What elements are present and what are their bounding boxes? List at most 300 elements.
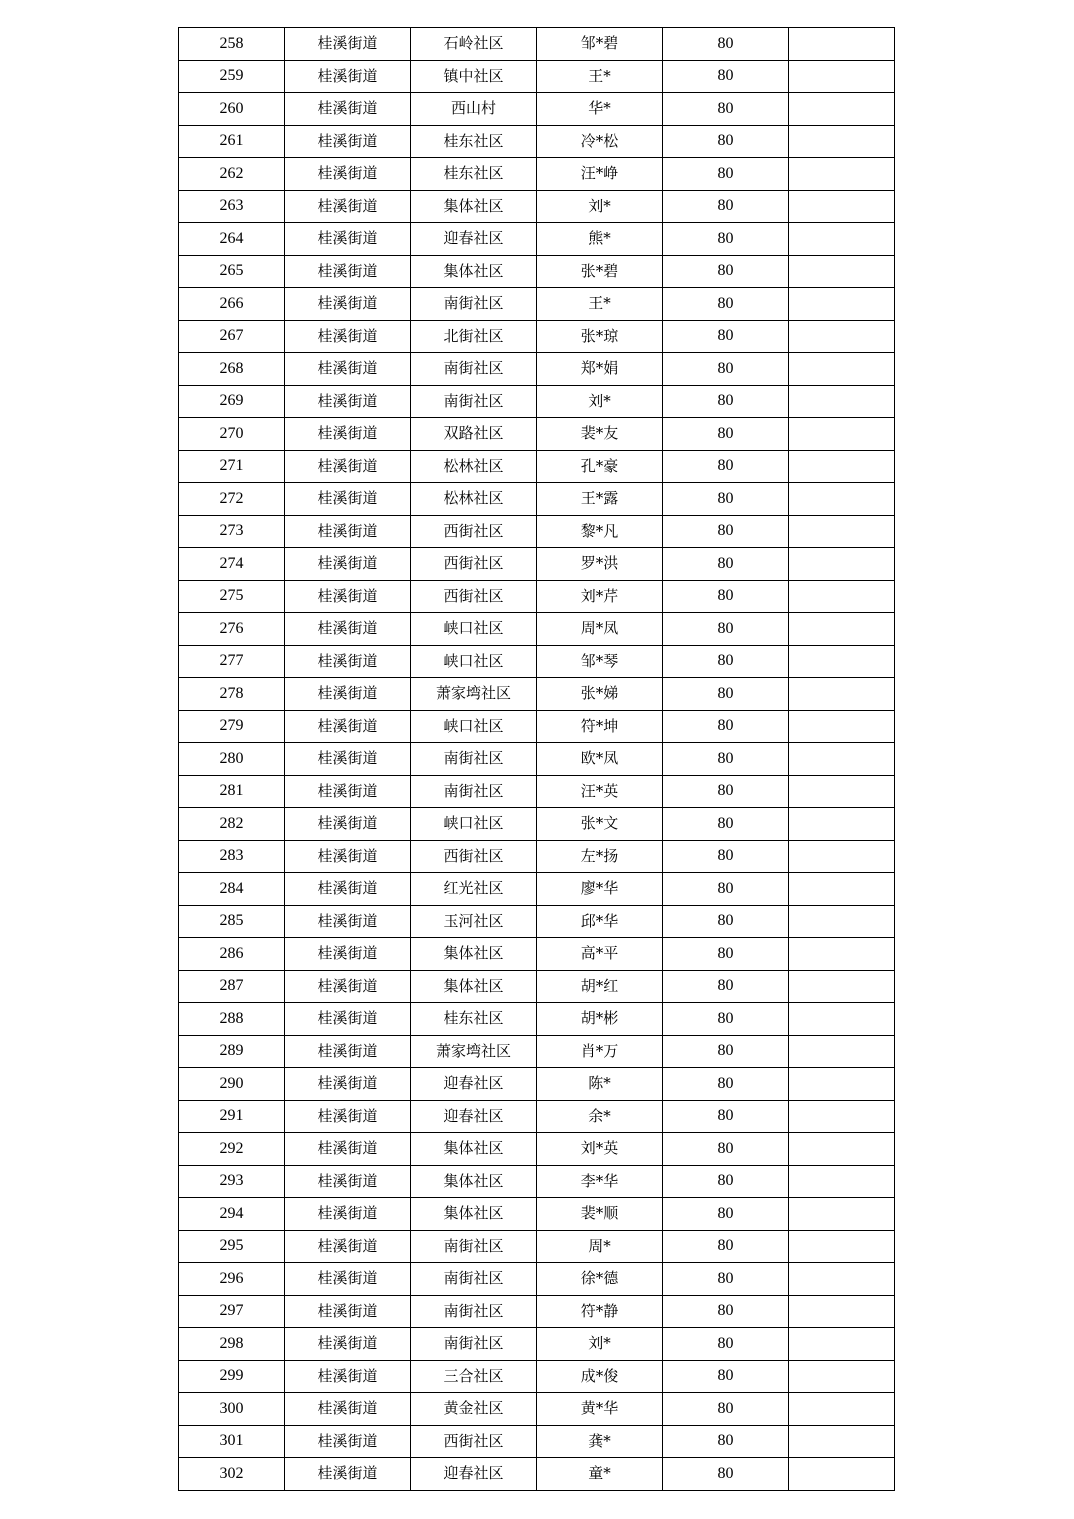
cell-person-name: 周* bbox=[537, 1230, 663, 1263]
cell-street: 桂溪街道 bbox=[285, 418, 411, 451]
cell-serial-number: 293 bbox=[179, 1165, 285, 1198]
table-row bbox=[179, 93, 895, 126]
cell-community: 南街社区 bbox=[411, 288, 537, 321]
cell-amount: 80 bbox=[663, 1068, 789, 1101]
cell-note bbox=[789, 1393, 895, 1426]
table-row bbox=[179, 743, 895, 776]
table-row bbox=[179, 255, 895, 288]
cell-street: 桂溪街道 bbox=[285, 743, 411, 776]
cell-community: 西山村 bbox=[411, 93, 537, 126]
cell-note bbox=[789, 1198, 895, 1231]
cell-note bbox=[789, 223, 895, 256]
cell-community: 黄金社区 bbox=[411, 1393, 537, 1426]
cell-amount: 80 bbox=[663, 1230, 789, 1263]
cell-amount: 80 bbox=[663, 1100, 789, 1133]
cell-amount: 80 bbox=[663, 1198, 789, 1231]
table-row bbox=[179, 158, 895, 191]
cell-street: 桂溪街道 bbox=[285, 190, 411, 223]
cell-person-name: 徐*德 bbox=[537, 1263, 663, 1296]
cell-street: 桂溪街道 bbox=[285, 158, 411, 191]
cell-serial-number: 294 bbox=[179, 1198, 285, 1231]
cell-serial-number: 292 bbox=[179, 1133, 285, 1166]
cell-amount: 80 bbox=[663, 873, 789, 906]
cell-community: 南街社区 bbox=[411, 1230, 537, 1263]
cell-person-name: 刘*英 bbox=[537, 1133, 663, 1166]
cell-street: 桂溪街道 bbox=[285, 1328, 411, 1361]
cell-community: 集体社区 bbox=[411, 255, 537, 288]
cell-serial-number: 258 bbox=[179, 28, 285, 61]
cell-amount: 80 bbox=[663, 450, 789, 483]
cell-note bbox=[789, 743, 895, 776]
cell-street: 桂溪街道 bbox=[285, 1068, 411, 1101]
table-row bbox=[179, 353, 895, 386]
table-row bbox=[179, 288, 895, 321]
cell-note bbox=[789, 288, 895, 321]
cell-street: 桂溪街道 bbox=[285, 28, 411, 61]
cell-amount: 80 bbox=[663, 1165, 789, 1198]
cell-person-name: 王* bbox=[537, 288, 663, 321]
cell-person-name: 罗*洪 bbox=[537, 548, 663, 581]
cell-person-name: 汪*英 bbox=[537, 775, 663, 808]
table-row bbox=[179, 1393, 895, 1426]
cell-serial-number: 301 bbox=[179, 1425, 285, 1458]
cell-serial-number: 275 bbox=[179, 580, 285, 613]
cell-person-name: 成*俊 bbox=[537, 1360, 663, 1393]
cell-amount: 80 bbox=[663, 1458, 789, 1491]
cell-note bbox=[789, 1360, 895, 1393]
cell-community: 西街社区 bbox=[411, 1425, 537, 1458]
cell-note bbox=[789, 1035, 895, 1068]
cell-street: 桂溪街道 bbox=[285, 1198, 411, 1231]
cell-serial-number: 290 bbox=[179, 1068, 285, 1101]
cell-street: 桂溪街道 bbox=[285, 1263, 411, 1296]
cell-street: 桂溪街道 bbox=[285, 483, 411, 516]
cell-person-name: 裴*友 bbox=[537, 418, 663, 451]
cell-note bbox=[789, 255, 895, 288]
cell-serial-number: 263 bbox=[179, 190, 285, 223]
cell-amount: 80 bbox=[663, 580, 789, 613]
cell-note bbox=[789, 1425, 895, 1458]
table-row bbox=[179, 938, 895, 971]
table-row bbox=[179, 1165, 895, 1198]
cell-note bbox=[789, 1100, 895, 1133]
cell-note bbox=[789, 1263, 895, 1296]
cell-serial-number: 282 bbox=[179, 808, 285, 841]
cell-person-name: 刘* bbox=[537, 190, 663, 223]
cell-serial-number: 285 bbox=[179, 905, 285, 938]
cell-serial-number: 265 bbox=[179, 255, 285, 288]
cell-person-name: 肖*万 bbox=[537, 1035, 663, 1068]
cell-note bbox=[789, 840, 895, 873]
cell-person-name: 张*娣 bbox=[537, 678, 663, 711]
cell-community: 集体社区 bbox=[411, 1198, 537, 1231]
cell-street: 桂溪街道 bbox=[285, 320, 411, 353]
cell-serial-number: 268 bbox=[179, 353, 285, 386]
cell-community: 集体社区 bbox=[411, 938, 537, 971]
table-row bbox=[179, 710, 895, 743]
cell-person-name: 王* bbox=[537, 60, 663, 93]
table-row bbox=[179, 580, 895, 613]
cell-community: 萧家塆社区 bbox=[411, 1035, 537, 1068]
cell-serial-number: 267 bbox=[179, 320, 285, 353]
cell-person-name: 邹*碧 bbox=[537, 28, 663, 61]
cell-note bbox=[789, 1295, 895, 1328]
cell-serial-number: 276 bbox=[179, 613, 285, 646]
cell-serial-number: 279 bbox=[179, 710, 285, 743]
cell-amount: 80 bbox=[663, 613, 789, 646]
table-row bbox=[179, 775, 895, 808]
cell-amount: 80 bbox=[663, 905, 789, 938]
cell-community: 南街社区 bbox=[411, 1263, 537, 1296]
cell-community: 三合社区 bbox=[411, 1360, 537, 1393]
cell-note bbox=[789, 483, 895, 516]
cell-community: 镇中社区 bbox=[411, 60, 537, 93]
table-row bbox=[179, 320, 895, 353]
cell-note bbox=[789, 385, 895, 418]
cell-person-name: 余* bbox=[537, 1100, 663, 1133]
cell-person-name: 胡*彬 bbox=[537, 1003, 663, 1036]
cell-note bbox=[789, 1328, 895, 1361]
cell-street: 桂溪街道 bbox=[285, 580, 411, 613]
table-row bbox=[179, 1263, 895, 1296]
cell-note bbox=[789, 450, 895, 483]
cell-serial-number: 277 bbox=[179, 645, 285, 678]
cell-serial-number: 286 bbox=[179, 938, 285, 971]
cell-amount: 80 bbox=[663, 1328, 789, 1361]
cell-community: 南街社区 bbox=[411, 385, 537, 418]
cell-serial-number: 297 bbox=[179, 1295, 285, 1328]
cell-note bbox=[789, 353, 895, 386]
cell-street: 桂溪街道 bbox=[285, 1393, 411, 1426]
cell-street: 桂溪街道 bbox=[285, 1425, 411, 1458]
cell-street: 桂溪街道 bbox=[285, 515, 411, 548]
cell-community: 迎春社区 bbox=[411, 223, 537, 256]
cell-street: 桂溪街道 bbox=[285, 1458, 411, 1491]
table-row bbox=[179, 190, 895, 223]
table-row bbox=[179, 1133, 895, 1166]
cell-note bbox=[789, 1068, 895, 1101]
cell-street: 桂溪街道 bbox=[285, 60, 411, 93]
cell-person-name: 李*华 bbox=[537, 1165, 663, 1198]
cell-person-name: 童* bbox=[537, 1458, 663, 1491]
cell-serial-number: 295 bbox=[179, 1230, 285, 1263]
cell-note bbox=[789, 710, 895, 743]
cell-amount: 80 bbox=[663, 385, 789, 418]
cell-note bbox=[789, 60, 895, 93]
cell-amount: 80 bbox=[663, 678, 789, 711]
cell-community: 西街社区 bbox=[411, 548, 537, 581]
cell-street: 桂溪街道 bbox=[285, 873, 411, 906]
table-row bbox=[179, 873, 895, 906]
cell-person-name: 周*凤 bbox=[537, 613, 663, 646]
table-row bbox=[179, 1198, 895, 1231]
cell-community: 西街社区 bbox=[411, 580, 537, 613]
cell-serial-number: 274 bbox=[179, 548, 285, 581]
cell-serial-number: 271 bbox=[179, 450, 285, 483]
table-row bbox=[179, 1425, 895, 1458]
table-row bbox=[179, 905, 895, 938]
cell-amount: 80 bbox=[663, 418, 789, 451]
cell-street: 桂溪街道 bbox=[285, 1133, 411, 1166]
cell-amount: 80 bbox=[663, 970, 789, 1003]
cell-amount: 80 bbox=[663, 158, 789, 191]
cell-serial-number: 269 bbox=[179, 385, 285, 418]
cell-serial-number: 302 bbox=[179, 1458, 285, 1491]
cell-amount: 80 bbox=[663, 255, 789, 288]
cell-street: 桂溪街道 bbox=[285, 1360, 411, 1393]
cell-note bbox=[789, 158, 895, 191]
cell-amount: 80 bbox=[663, 808, 789, 841]
cell-community: 峡口社区 bbox=[411, 613, 537, 646]
cell-street: 桂溪街道 bbox=[285, 710, 411, 743]
cell-amount: 80 bbox=[663, 840, 789, 873]
cell-community: 玉河社区 bbox=[411, 905, 537, 938]
cell-note bbox=[789, 1133, 895, 1166]
cell-community: 石岭社区 bbox=[411, 28, 537, 61]
cell-community: 松林社区 bbox=[411, 483, 537, 516]
cell-serial-number: 264 bbox=[179, 223, 285, 256]
cell-community: 南街社区 bbox=[411, 743, 537, 776]
cell-person-name: 刘*芹 bbox=[537, 580, 663, 613]
cell-person-name: 左*扬 bbox=[537, 840, 663, 873]
cell-amount: 80 bbox=[663, 60, 789, 93]
cell-person-name: 华* bbox=[537, 93, 663, 126]
cell-serial-number: 284 bbox=[179, 873, 285, 906]
cell-person-name: 张*琼 bbox=[537, 320, 663, 353]
cell-note bbox=[789, 1230, 895, 1263]
cell-community: 峡口社区 bbox=[411, 808, 537, 841]
cell-person-name: 高*平 bbox=[537, 938, 663, 971]
cell-person-name: 陈* bbox=[537, 1068, 663, 1101]
table-row bbox=[179, 1360, 895, 1393]
roster-table bbox=[178, 27, 895, 1491]
cell-street: 桂溪街道 bbox=[285, 255, 411, 288]
cell-person-name: 符*坤 bbox=[537, 710, 663, 743]
cell-amount: 80 bbox=[663, 1133, 789, 1166]
cell-note bbox=[789, 320, 895, 353]
cell-person-name: 黄*华 bbox=[537, 1393, 663, 1426]
cell-note bbox=[789, 580, 895, 613]
table-row bbox=[179, 418, 895, 451]
cell-amount: 80 bbox=[663, 743, 789, 776]
cell-note bbox=[789, 938, 895, 971]
cell-amount: 80 bbox=[663, 938, 789, 971]
cell-amount: 80 bbox=[663, 190, 789, 223]
cell-street: 桂溪街道 bbox=[285, 678, 411, 711]
cell-person-name: 刘* bbox=[537, 1328, 663, 1361]
cell-community: 西街社区 bbox=[411, 515, 537, 548]
table-row bbox=[179, 125, 895, 158]
cell-street: 桂溪街道 bbox=[285, 1035, 411, 1068]
table-row bbox=[179, 60, 895, 93]
cell-note bbox=[789, 645, 895, 678]
cell-person-name: 廖*华 bbox=[537, 873, 663, 906]
table-row bbox=[179, 1328, 895, 1361]
cell-street: 桂溪街道 bbox=[285, 808, 411, 841]
table-row bbox=[179, 385, 895, 418]
cell-person-name: 汪*峥 bbox=[537, 158, 663, 191]
cell-person-name: 欧*凤 bbox=[537, 743, 663, 776]
table-row bbox=[179, 613, 895, 646]
table-row bbox=[179, 1068, 895, 1101]
cell-serial-number: 280 bbox=[179, 743, 285, 776]
cell-person-name: 张*文 bbox=[537, 808, 663, 841]
table-row bbox=[179, 483, 895, 516]
roster-table-body bbox=[179, 28, 895, 1491]
cell-serial-number: 298 bbox=[179, 1328, 285, 1361]
cell-serial-number: 287 bbox=[179, 970, 285, 1003]
cell-serial-number: 262 bbox=[179, 158, 285, 191]
cell-amount: 80 bbox=[663, 710, 789, 743]
cell-note bbox=[789, 613, 895, 646]
cell-community: 红光社区 bbox=[411, 873, 537, 906]
cell-street: 桂溪街道 bbox=[285, 645, 411, 678]
cell-community: 桂东社区 bbox=[411, 125, 537, 158]
cell-note bbox=[789, 93, 895, 126]
cell-street: 桂溪街道 bbox=[285, 223, 411, 256]
cell-amount: 80 bbox=[663, 93, 789, 126]
cell-amount: 80 bbox=[663, 353, 789, 386]
cell-street: 桂溪街道 bbox=[285, 1165, 411, 1198]
cell-serial-number: 283 bbox=[179, 840, 285, 873]
table-row bbox=[179, 450, 895, 483]
table-row bbox=[179, 1035, 895, 1068]
cell-community: 西街社区 bbox=[411, 840, 537, 873]
cell-amount: 80 bbox=[663, 1425, 789, 1458]
cell-person-name: 符*静 bbox=[537, 1295, 663, 1328]
cell-note bbox=[789, 548, 895, 581]
cell-note bbox=[789, 1165, 895, 1198]
cell-note bbox=[789, 515, 895, 548]
cell-street: 桂溪街道 bbox=[285, 775, 411, 808]
table-row bbox=[179, 28, 895, 61]
cell-person-name: 龚* bbox=[537, 1425, 663, 1458]
cell-note bbox=[789, 418, 895, 451]
cell-person-name: 郑*娟 bbox=[537, 353, 663, 386]
cell-note bbox=[789, 905, 895, 938]
table-row bbox=[179, 1003, 895, 1036]
cell-community: 集体社区 bbox=[411, 1165, 537, 1198]
cell-note bbox=[789, 873, 895, 906]
cell-street: 桂溪街道 bbox=[285, 1003, 411, 1036]
cell-street: 桂溪街道 bbox=[285, 125, 411, 158]
cell-amount: 80 bbox=[663, 1003, 789, 1036]
cell-note bbox=[789, 28, 895, 61]
cell-note bbox=[789, 678, 895, 711]
cell-street: 桂溪街道 bbox=[285, 1295, 411, 1328]
cell-note bbox=[789, 775, 895, 808]
table-row bbox=[179, 515, 895, 548]
cell-community: 集体社区 bbox=[411, 970, 537, 1003]
cell-street: 桂溪街道 bbox=[285, 905, 411, 938]
cell-amount: 80 bbox=[663, 1035, 789, 1068]
cell-serial-number: 288 bbox=[179, 1003, 285, 1036]
table-row bbox=[179, 840, 895, 873]
cell-person-name: 裴*顺 bbox=[537, 1198, 663, 1231]
table-row bbox=[179, 223, 895, 256]
cell-amount: 80 bbox=[663, 320, 789, 353]
cell-note bbox=[789, 190, 895, 223]
cell-street: 桂溪街道 bbox=[285, 93, 411, 126]
cell-community: 双路社区 bbox=[411, 418, 537, 451]
cell-street: 桂溪街道 bbox=[285, 1100, 411, 1133]
cell-person-name: 孔*豪 bbox=[537, 450, 663, 483]
cell-amount: 80 bbox=[663, 1263, 789, 1296]
cell-serial-number: 299 bbox=[179, 1360, 285, 1393]
cell-street: 桂溪街道 bbox=[285, 1230, 411, 1263]
cell-amount: 80 bbox=[663, 645, 789, 678]
cell-note bbox=[789, 808, 895, 841]
cell-street: 桂溪街道 bbox=[285, 353, 411, 386]
cell-serial-number: 300 bbox=[179, 1393, 285, 1426]
cell-person-name: 邱*华 bbox=[537, 905, 663, 938]
cell-street: 桂溪街道 bbox=[285, 450, 411, 483]
cell-note bbox=[789, 1458, 895, 1491]
cell-community: 萧家塆社区 bbox=[411, 678, 537, 711]
cell-person-name: 邹*琴 bbox=[537, 645, 663, 678]
cell-note bbox=[789, 1003, 895, 1036]
cell-street: 桂溪街道 bbox=[285, 613, 411, 646]
cell-note bbox=[789, 970, 895, 1003]
cell-person-name: 张*碧 bbox=[537, 255, 663, 288]
cell-serial-number: 278 bbox=[179, 678, 285, 711]
table-row bbox=[179, 970, 895, 1003]
cell-amount: 80 bbox=[663, 28, 789, 61]
cell-serial-number: 273 bbox=[179, 515, 285, 548]
cell-community: 峡口社区 bbox=[411, 710, 537, 743]
cell-amount: 80 bbox=[663, 515, 789, 548]
cell-community: 桂东社区 bbox=[411, 1003, 537, 1036]
cell-serial-number: 272 bbox=[179, 483, 285, 516]
cell-street: 桂溪街道 bbox=[285, 938, 411, 971]
table-row bbox=[179, 808, 895, 841]
cell-community: 北街社区 bbox=[411, 320, 537, 353]
cell-community: 集体社区 bbox=[411, 1133, 537, 1166]
table-row bbox=[179, 1230, 895, 1263]
cell-amount: 80 bbox=[663, 1393, 789, 1426]
cell-community: 迎春社区 bbox=[411, 1100, 537, 1133]
cell-amount: 80 bbox=[663, 288, 789, 321]
cell-community: 峡口社区 bbox=[411, 645, 537, 678]
cell-amount: 80 bbox=[663, 1295, 789, 1328]
cell-person-name: 黎*凡 bbox=[537, 515, 663, 548]
table-row bbox=[179, 1458, 895, 1491]
cell-note bbox=[789, 125, 895, 158]
cell-person-name: 刘* bbox=[537, 385, 663, 418]
table-row bbox=[179, 1295, 895, 1328]
cell-amount: 80 bbox=[663, 223, 789, 256]
cell-community: 桂东社区 bbox=[411, 158, 537, 191]
cell-person-name: 冷*松 bbox=[537, 125, 663, 158]
cell-amount: 80 bbox=[663, 775, 789, 808]
cell-street: 桂溪街道 bbox=[285, 288, 411, 321]
cell-serial-number: 289 bbox=[179, 1035, 285, 1068]
cell-serial-number: 281 bbox=[179, 775, 285, 808]
cell-amount: 80 bbox=[663, 548, 789, 581]
cell-community: 集体社区 bbox=[411, 190, 537, 223]
cell-serial-number: 261 bbox=[179, 125, 285, 158]
table-row bbox=[179, 678, 895, 711]
cell-serial-number: 291 bbox=[179, 1100, 285, 1133]
table-row bbox=[179, 548, 895, 581]
cell-person-name: 王*露 bbox=[537, 483, 663, 516]
cell-serial-number: 259 bbox=[179, 60, 285, 93]
cell-serial-number: 270 bbox=[179, 418, 285, 451]
cell-amount: 80 bbox=[663, 1360, 789, 1393]
cell-person-name: 熊* bbox=[537, 223, 663, 256]
cell-serial-number: 260 bbox=[179, 93, 285, 126]
cell-person-name: 胡*红 bbox=[537, 970, 663, 1003]
